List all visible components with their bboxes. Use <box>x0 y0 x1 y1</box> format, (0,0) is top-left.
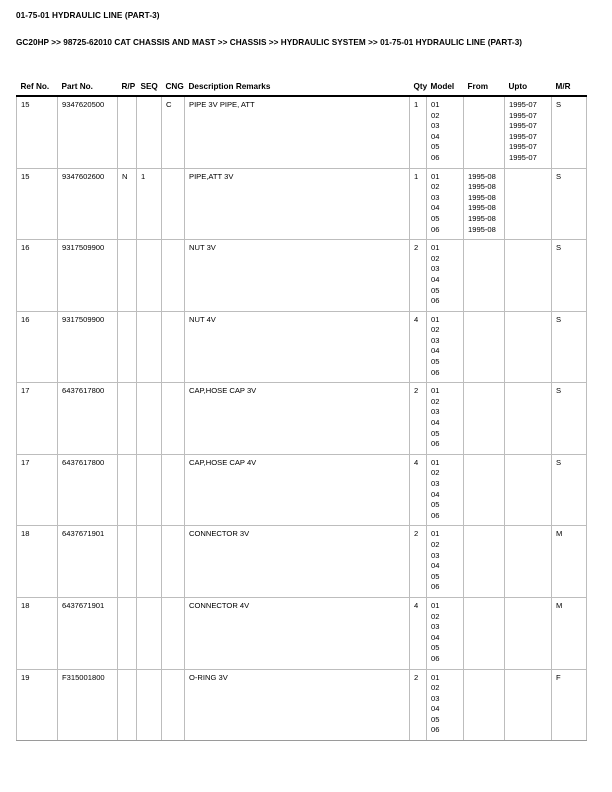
cell-rp <box>118 454 137 526</box>
cell-seq <box>137 240 162 312</box>
cell-mr: S <box>552 240 587 312</box>
cell-part-no: 9317509900 <box>58 240 118 312</box>
cell-upto <box>505 669 552 741</box>
cell-upto <box>505 597 552 669</box>
cell-cng <box>162 669 185 741</box>
cell-model: 01 02 03 04 05 06 <box>427 96 464 168</box>
breadcrumb: GC20HP >> 98725-62010 CAT CHASSIS AND MAST >> CHASSIS >> HYDRAULIC SYSTEM >> 01-75-01 HYDRAULIC LINE (PART-3) <box>16 38 523 47</box>
cell-description: CONNECTOR 3V <box>185 526 410 598</box>
cell-cng: C <box>162 96 185 168</box>
column-header-mr: M/R <box>552 82 587 96</box>
cell-rp <box>118 526 137 598</box>
column-header-part-no: Part No. <box>58 82 118 96</box>
cell-cng <box>162 597 185 669</box>
cell-from <box>464 383 505 455</box>
table-row <box>17 240 587 312</box>
column-header-seq: SEQ <box>137 82 162 96</box>
cell-model: 01 02 03 04 05 06 <box>427 383 464 455</box>
cell-rp <box>118 311 137 383</box>
cell-upto: 1995-07 1995-07 1995-07 1995-07 1995-07 1995-07 <box>505 96 552 168</box>
cell-ref-no: 18 <box>17 597 58 669</box>
table-row <box>17 526 587 598</box>
cell-rp <box>118 597 137 669</box>
cell-model: 01 02 03 04 05 06 <box>427 526 464 598</box>
cell-seq <box>137 383 162 455</box>
cell-from <box>464 96 505 168</box>
cell-qty: 4 <box>410 454 427 526</box>
cell-qty: 1 <box>410 168 427 240</box>
cell-model: 01 02 03 04 05 06 <box>427 669 464 741</box>
cell-description: CONNECTOR 4V <box>185 597 410 669</box>
table-row <box>17 168 587 240</box>
cell-from <box>464 526 505 598</box>
cell-part-no: 9347620500 <box>58 96 118 168</box>
cell-seq <box>137 311 162 383</box>
column-header-description: Description Remarks <box>185 82 410 96</box>
cell-mr: S <box>552 311 587 383</box>
cell-mr: M <box>552 526 587 598</box>
cell-upto <box>505 240 552 312</box>
column-header-upto: Upto <box>505 82 552 96</box>
table-row <box>17 383 587 455</box>
cell-mr: S <box>552 96 587 168</box>
cell-rp <box>118 669 137 741</box>
cell-cng <box>162 311 185 383</box>
page-title: 01-75-01 HYDRAULIC LINE (PART-3) <box>16 11 160 20</box>
table-row <box>17 96 587 168</box>
cell-qty: 4 <box>410 597 427 669</box>
cell-ref-no: 16 <box>17 240 58 312</box>
table-row <box>17 454 587 526</box>
cell-upto <box>505 526 552 598</box>
cell-qty: 4 <box>410 311 427 383</box>
cell-from: 1995-08 1995-08 1995-08 1995-08 1995-08 1995-08 <box>464 168 505 240</box>
cell-rp <box>118 96 137 168</box>
cell-cng <box>162 240 185 312</box>
cell-mr: M <box>552 597 587 669</box>
cell-seq <box>137 526 162 598</box>
cell-qty: 2 <box>410 240 427 312</box>
cell-seq <box>137 96 162 168</box>
column-header-ref-no: Ref No. <box>17 82 58 96</box>
cell-model: 01 02 03 04 05 06 <box>427 240 464 312</box>
table-row <box>17 597 587 669</box>
cell-mr: S <box>552 454 587 526</box>
table-row <box>17 311 587 383</box>
cell-part-no: F315001800 <box>58 669 118 741</box>
cell-description: O-RING 3V <box>185 669 410 741</box>
table-header <box>17 82 587 96</box>
cell-seq <box>137 597 162 669</box>
cell-rp <box>118 383 137 455</box>
cell-description: NUT 3V <box>185 240 410 312</box>
cell-upto <box>505 454 552 526</box>
cell-ref-no: 17 <box>17 454 58 526</box>
column-header-cng: CNG <box>162 82 185 96</box>
cell-upto <box>505 311 552 383</box>
column-header-model: Model <box>427 82 464 96</box>
column-header-qty: Qty <box>410 82 427 96</box>
cell-part-no: 9347602600 <box>58 168 118 240</box>
cell-from <box>464 597 505 669</box>
column-header-rp: R/P <box>118 82 137 96</box>
cell-mr: S <box>552 383 587 455</box>
cell-model: 01 02 03 04 05 06 <box>427 168 464 240</box>
cell-qty: 2 <box>410 526 427 598</box>
cell-ref-no: 19 <box>17 669 58 741</box>
cell-model: 01 02 03 04 05 06 <box>427 311 464 383</box>
cell-ref-no: 17 <box>17 383 58 455</box>
cell-mr: S <box>552 168 587 240</box>
cell-description: NUT 4V <box>185 311 410 383</box>
table-row <box>17 669 587 741</box>
cell-rp <box>118 240 137 312</box>
column-header-from: From <box>464 82 505 96</box>
cell-qty: 1 <box>410 96 427 168</box>
cell-cng <box>162 454 185 526</box>
cell-from <box>464 454 505 526</box>
parts-table-container <box>16 82 586 741</box>
cell-qty: 2 <box>410 669 427 741</box>
cell-from <box>464 311 505 383</box>
cell-cng <box>162 526 185 598</box>
cell-from <box>464 240 505 312</box>
cell-cng <box>162 383 185 455</box>
cell-part-no: 6437617800 <box>58 383 118 455</box>
cell-part-no: 6437617800 <box>58 454 118 526</box>
parts-table <box>16 82 587 741</box>
cell-seq <box>137 669 162 741</box>
cell-description: PIPE 3V PIPE, ATT <box>185 96 410 168</box>
cell-model: 01 02 03 04 05 06 <box>427 454 464 526</box>
cell-ref-no: 15 <box>17 168 58 240</box>
cell-qty: 2 <box>410 383 427 455</box>
cell-ref-no: 18 <box>17 526 58 598</box>
cell-description: PIPE,ATT 3V <box>185 168 410 240</box>
cell-mr: F <box>552 669 587 741</box>
cell-ref-no: 15 <box>17 96 58 168</box>
cell-description: CAP,HOSE CAP 3V <box>185 383 410 455</box>
cell-cng <box>162 168 185 240</box>
cell-ref-no: 16 <box>17 311 58 383</box>
cell-seq: 1 <box>137 168 162 240</box>
cell-upto <box>505 168 552 240</box>
cell-part-no: 9317509900 <box>58 311 118 383</box>
cell-part-no: 6437671901 <box>58 597 118 669</box>
cell-part-no: 6437671901 <box>58 526 118 598</box>
table-body <box>17 96 587 741</box>
cell-from <box>464 669 505 741</box>
cell-description: CAP,HOSE CAP 4V <box>185 454 410 526</box>
cell-upto <box>505 383 552 455</box>
cell-seq <box>137 454 162 526</box>
cell-rp: N <box>118 168 137 240</box>
cell-model: 01 02 03 04 05 06 <box>427 597 464 669</box>
